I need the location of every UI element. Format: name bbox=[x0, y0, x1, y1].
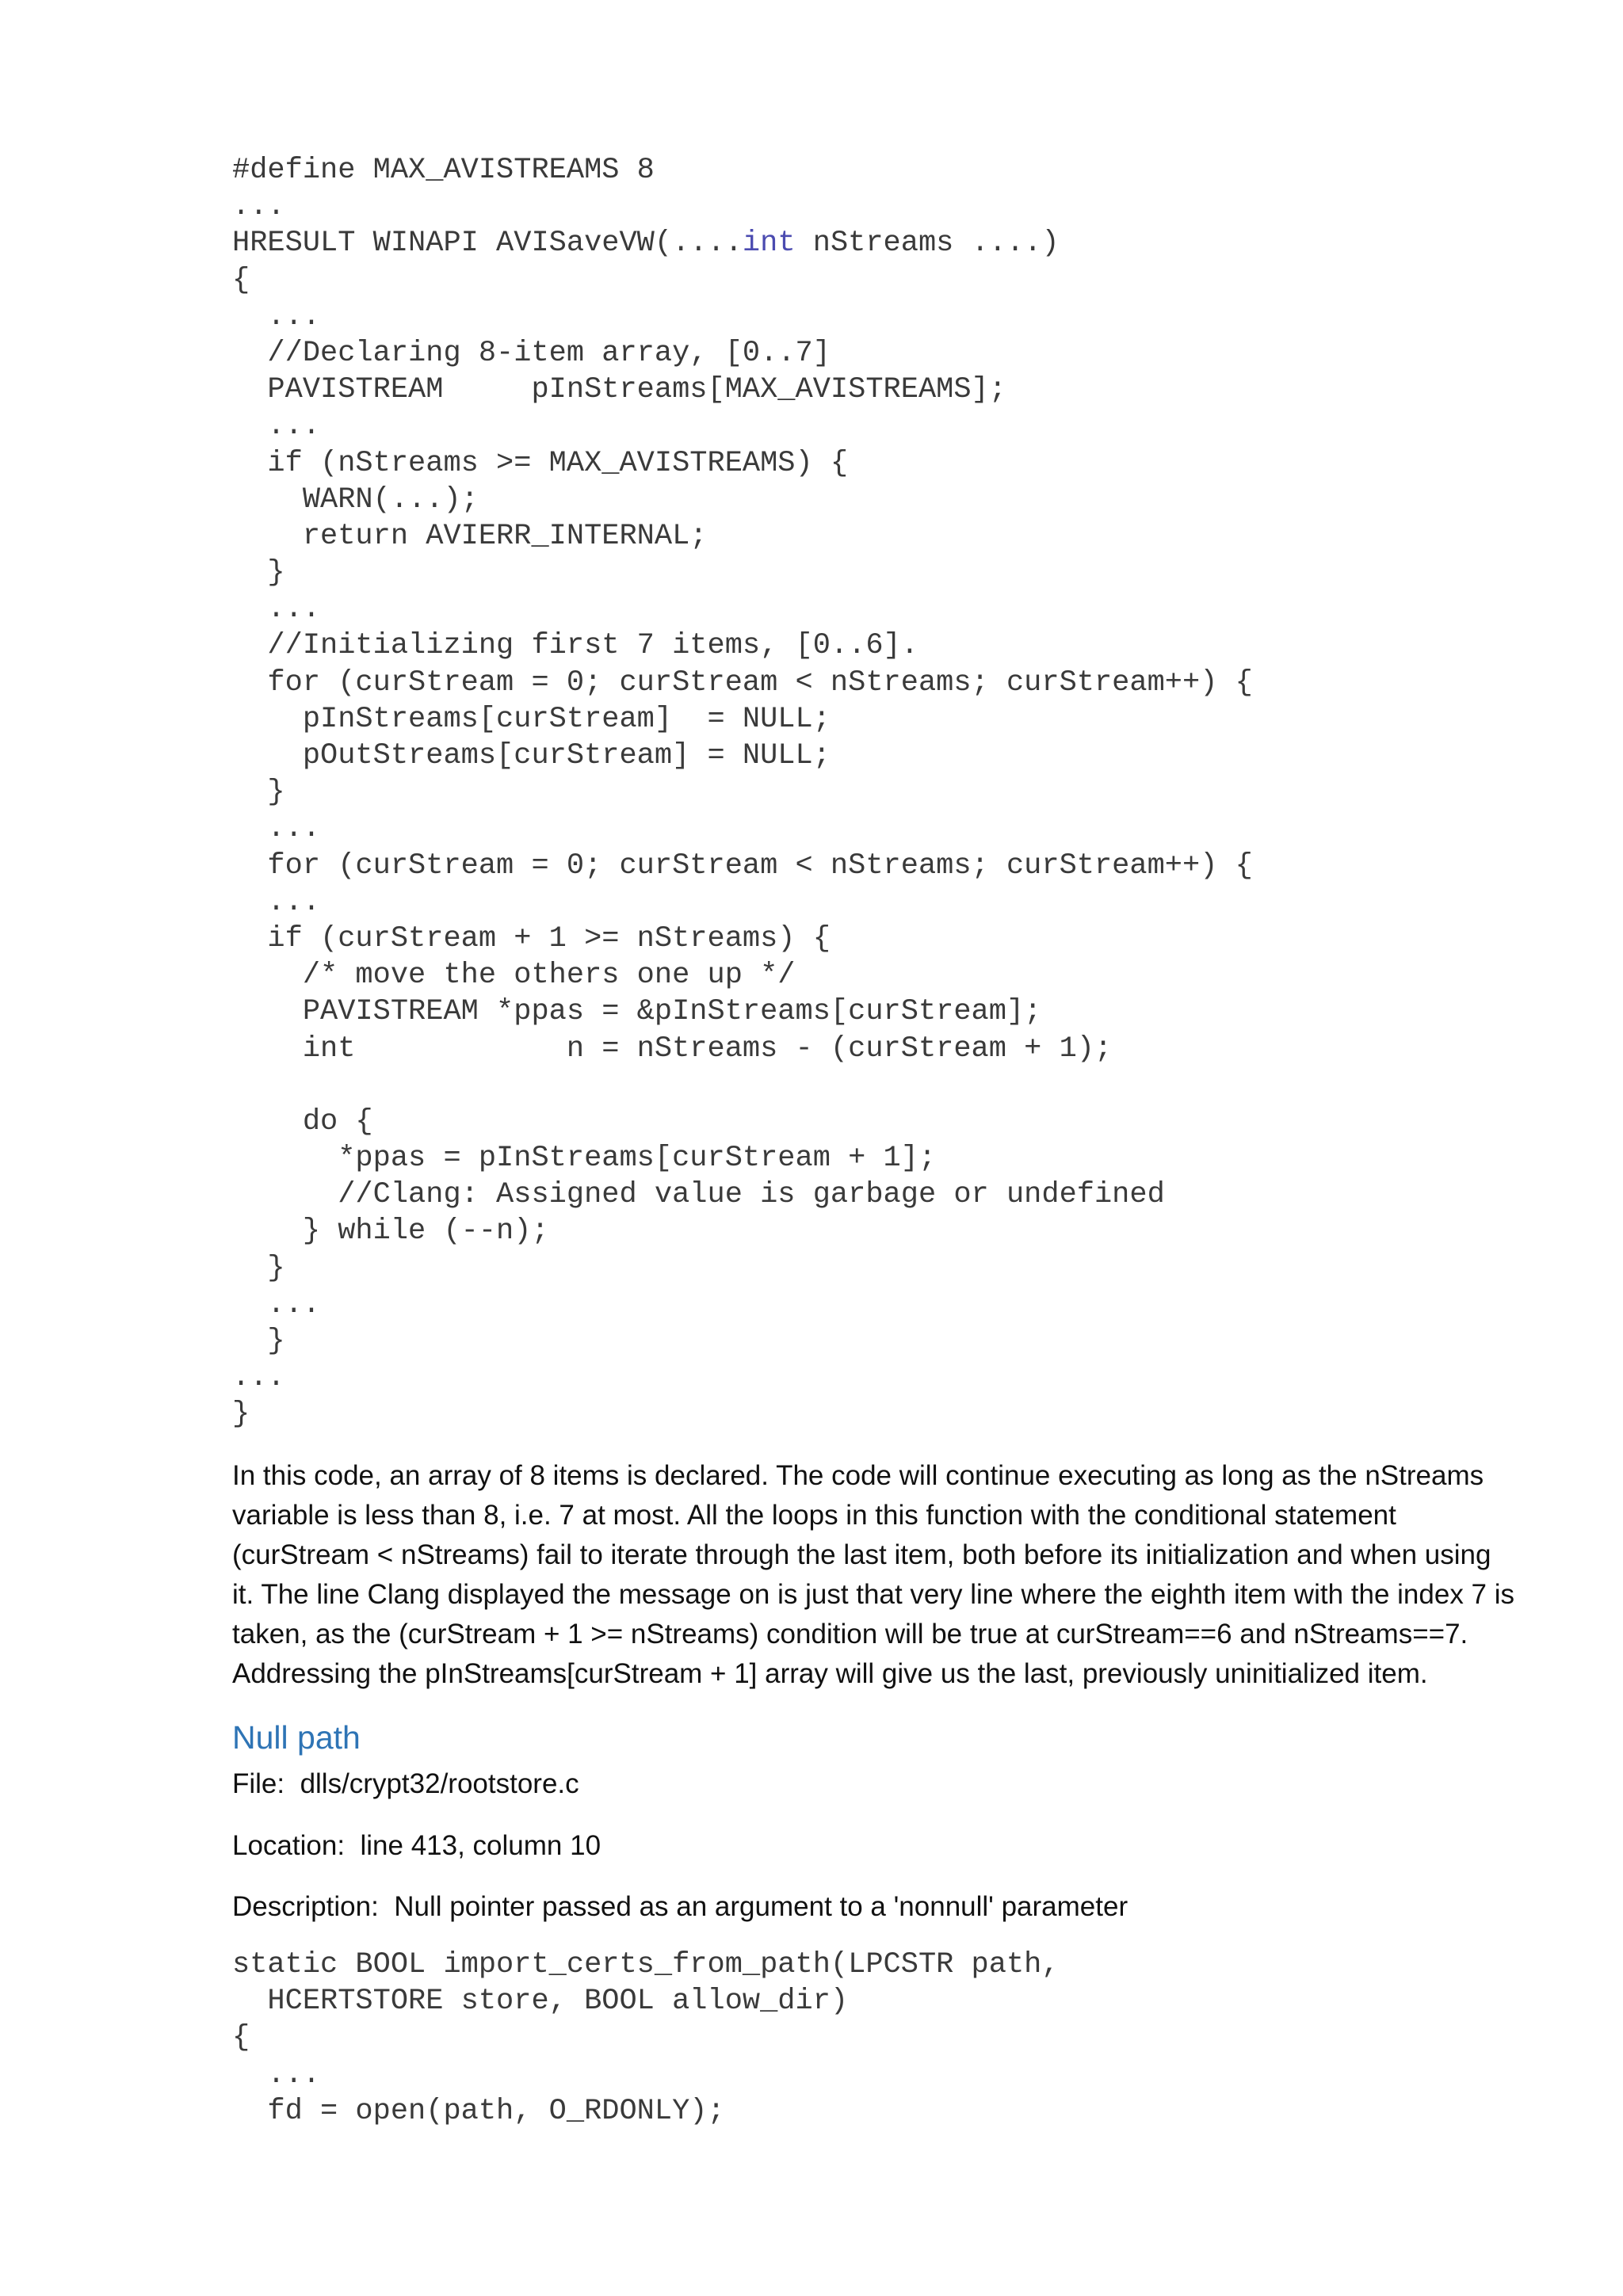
code-line: } bbox=[232, 1398, 250, 1432]
code-line: ... bbox=[232, 299, 321, 334]
code-line: HCERTSTORE store, BOOL allow_dir) bbox=[232, 1985, 849, 2019]
location-line: Location: line 413, column 10 bbox=[232, 1830, 601, 1861]
code-line: //Clang: Assigned value is garbage or undefined bbox=[232, 1178, 1165, 1212]
code-line: ... bbox=[232, 190, 285, 224]
code-line: return AVIERR_INTERNAL; bbox=[232, 519, 708, 553]
paragraph-line: In this code, an array of 8 items is declared. The code will continue executing as long as the nStreams bbox=[232, 1460, 1484, 1491]
code-line: #define MAX_AVISTREAMS 8 bbox=[232, 154, 655, 187]
code-line: ... bbox=[232, 410, 321, 444]
code-block-import-certs bbox=[232, 1947, 1060, 2130]
code-line: static BOOL import_certs_from_path(LPCSTR path, bbox=[232, 1948, 1060, 1981]
paragraph-line: taken, as the (curStream + 1 >= nStreams) condition will be true at curStream==6 and nStreams==7. bbox=[232, 1619, 1468, 1650]
code-line: { bbox=[232, 263, 250, 297]
paragraph-line: (curStream < nStreams) fail to iterate through the last item, both before its initialization and when using bbox=[232, 1539, 1491, 1570]
code-line: ... bbox=[232, 2058, 321, 2092]
code-token: nStreams ....) bbox=[795, 227, 1060, 261]
code-line: pInStreams[curStream] = NULL; bbox=[232, 702, 831, 736]
code-block-avisavevw bbox=[232, 152, 1253, 1433]
code-token: HRESULT WINAPI AVISaveVW(.... bbox=[232, 227, 743, 261]
code-line: /* move the others one up */ bbox=[232, 959, 796, 993]
code-line-signature bbox=[232, 225, 1253, 261]
code-line: { bbox=[232, 2021, 250, 2055]
code-line: } bbox=[232, 1325, 285, 1358]
section-heading: Null path bbox=[232, 1719, 361, 1756]
code-line: ... bbox=[232, 1287, 321, 1322]
code-line: for (curStream = 0; curStream < nStreams; curStream++) { bbox=[232, 666, 1253, 700]
paragraph-line: Addressing the pInStreams[curStream + 1] array will give us the last, previously uninitialized item. bbox=[232, 1658, 1428, 1689]
code-line: pOutStreams[curStream] = NULL; bbox=[232, 739, 831, 772]
description-line: Description: Null pointer passed as an argument to a 'nonnull' parameter bbox=[232, 1891, 1128, 1922]
code-line: int n = nStreams - (curStream + 1); bbox=[232, 1032, 1113, 1066]
explanation-paragraph bbox=[232, 1456, 1516, 1694]
code-line: ... bbox=[232, 812, 321, 846]
code-line: *ppas = pInStreams[curStream + 1]; bbox=[232, 1142, 937, 1176]
code-line: } bbox=[232, 776, 285, 810]
code-line: fd = open(path, O_RDONLY); bbox=[232, 2094, 725, 2128]
file-line: File: dlls/crypt32/rootstore.c bbox=[232, 1768, 579, 1799]
code-line: if (curStream + 1 >= nStreams) { bbox=[232, 921, 831, 955]
code-line: ... bbox=[232, 593, 321, 627]
code-line: } bbox=[232, 1251, 285, 1285]
code-line: } while (--n); bbox=[232, 1215, 549, 1249]
code-line: do { bbox=[232, 1104, 373, 1138]
code-line: //Initializing first 7 items, [0..6]. bbox=[232, 629, 918, 663]
code-line: PAVISTREAM *ppas = &pInStreams[curStream]; bbox=[232, 995, 1042, 1029]
code-line: WARN(...); bbox=[232, 482, 479, 517]
code-line: ... bbox=[232, 885, 321, 919]
code-line: ... bbox=[232, 1361, 285, 1395]
code-line: for (curStream = 0; curStream < nStreams; curStream++) { bbox=[232, 849, 1253, 883]
code-line: PAVISTREAM pInStreams[MAX_AVISTREAMS]; bbox=[232, 373, 1006, 407]
code-line: } bbox=[232, 556, 285, 590]
code-line: //Declaring 8-item array, [0..7] bbox=[232, 336, 831, 370]
code-line-blank bbox=[232, 1067, 1253, 1104]
paragraph-line: variable is less than 8, i.e. 7 at most. All the loops in this function with the conditional statement bbox=[232, 1500, 1396, 1531]
code-line: if (nStreams >= MAX_AVISTREAMS) { bbox=[232, 446, 849, 480]
paragraph-line: it. The line Clang displayed the message on is just that very line where the eighth item with the index 7 is bbox=[232, 1579, 1515, 1610]
code-keyword-int: int bbox=[742, 227, 796, 261]
